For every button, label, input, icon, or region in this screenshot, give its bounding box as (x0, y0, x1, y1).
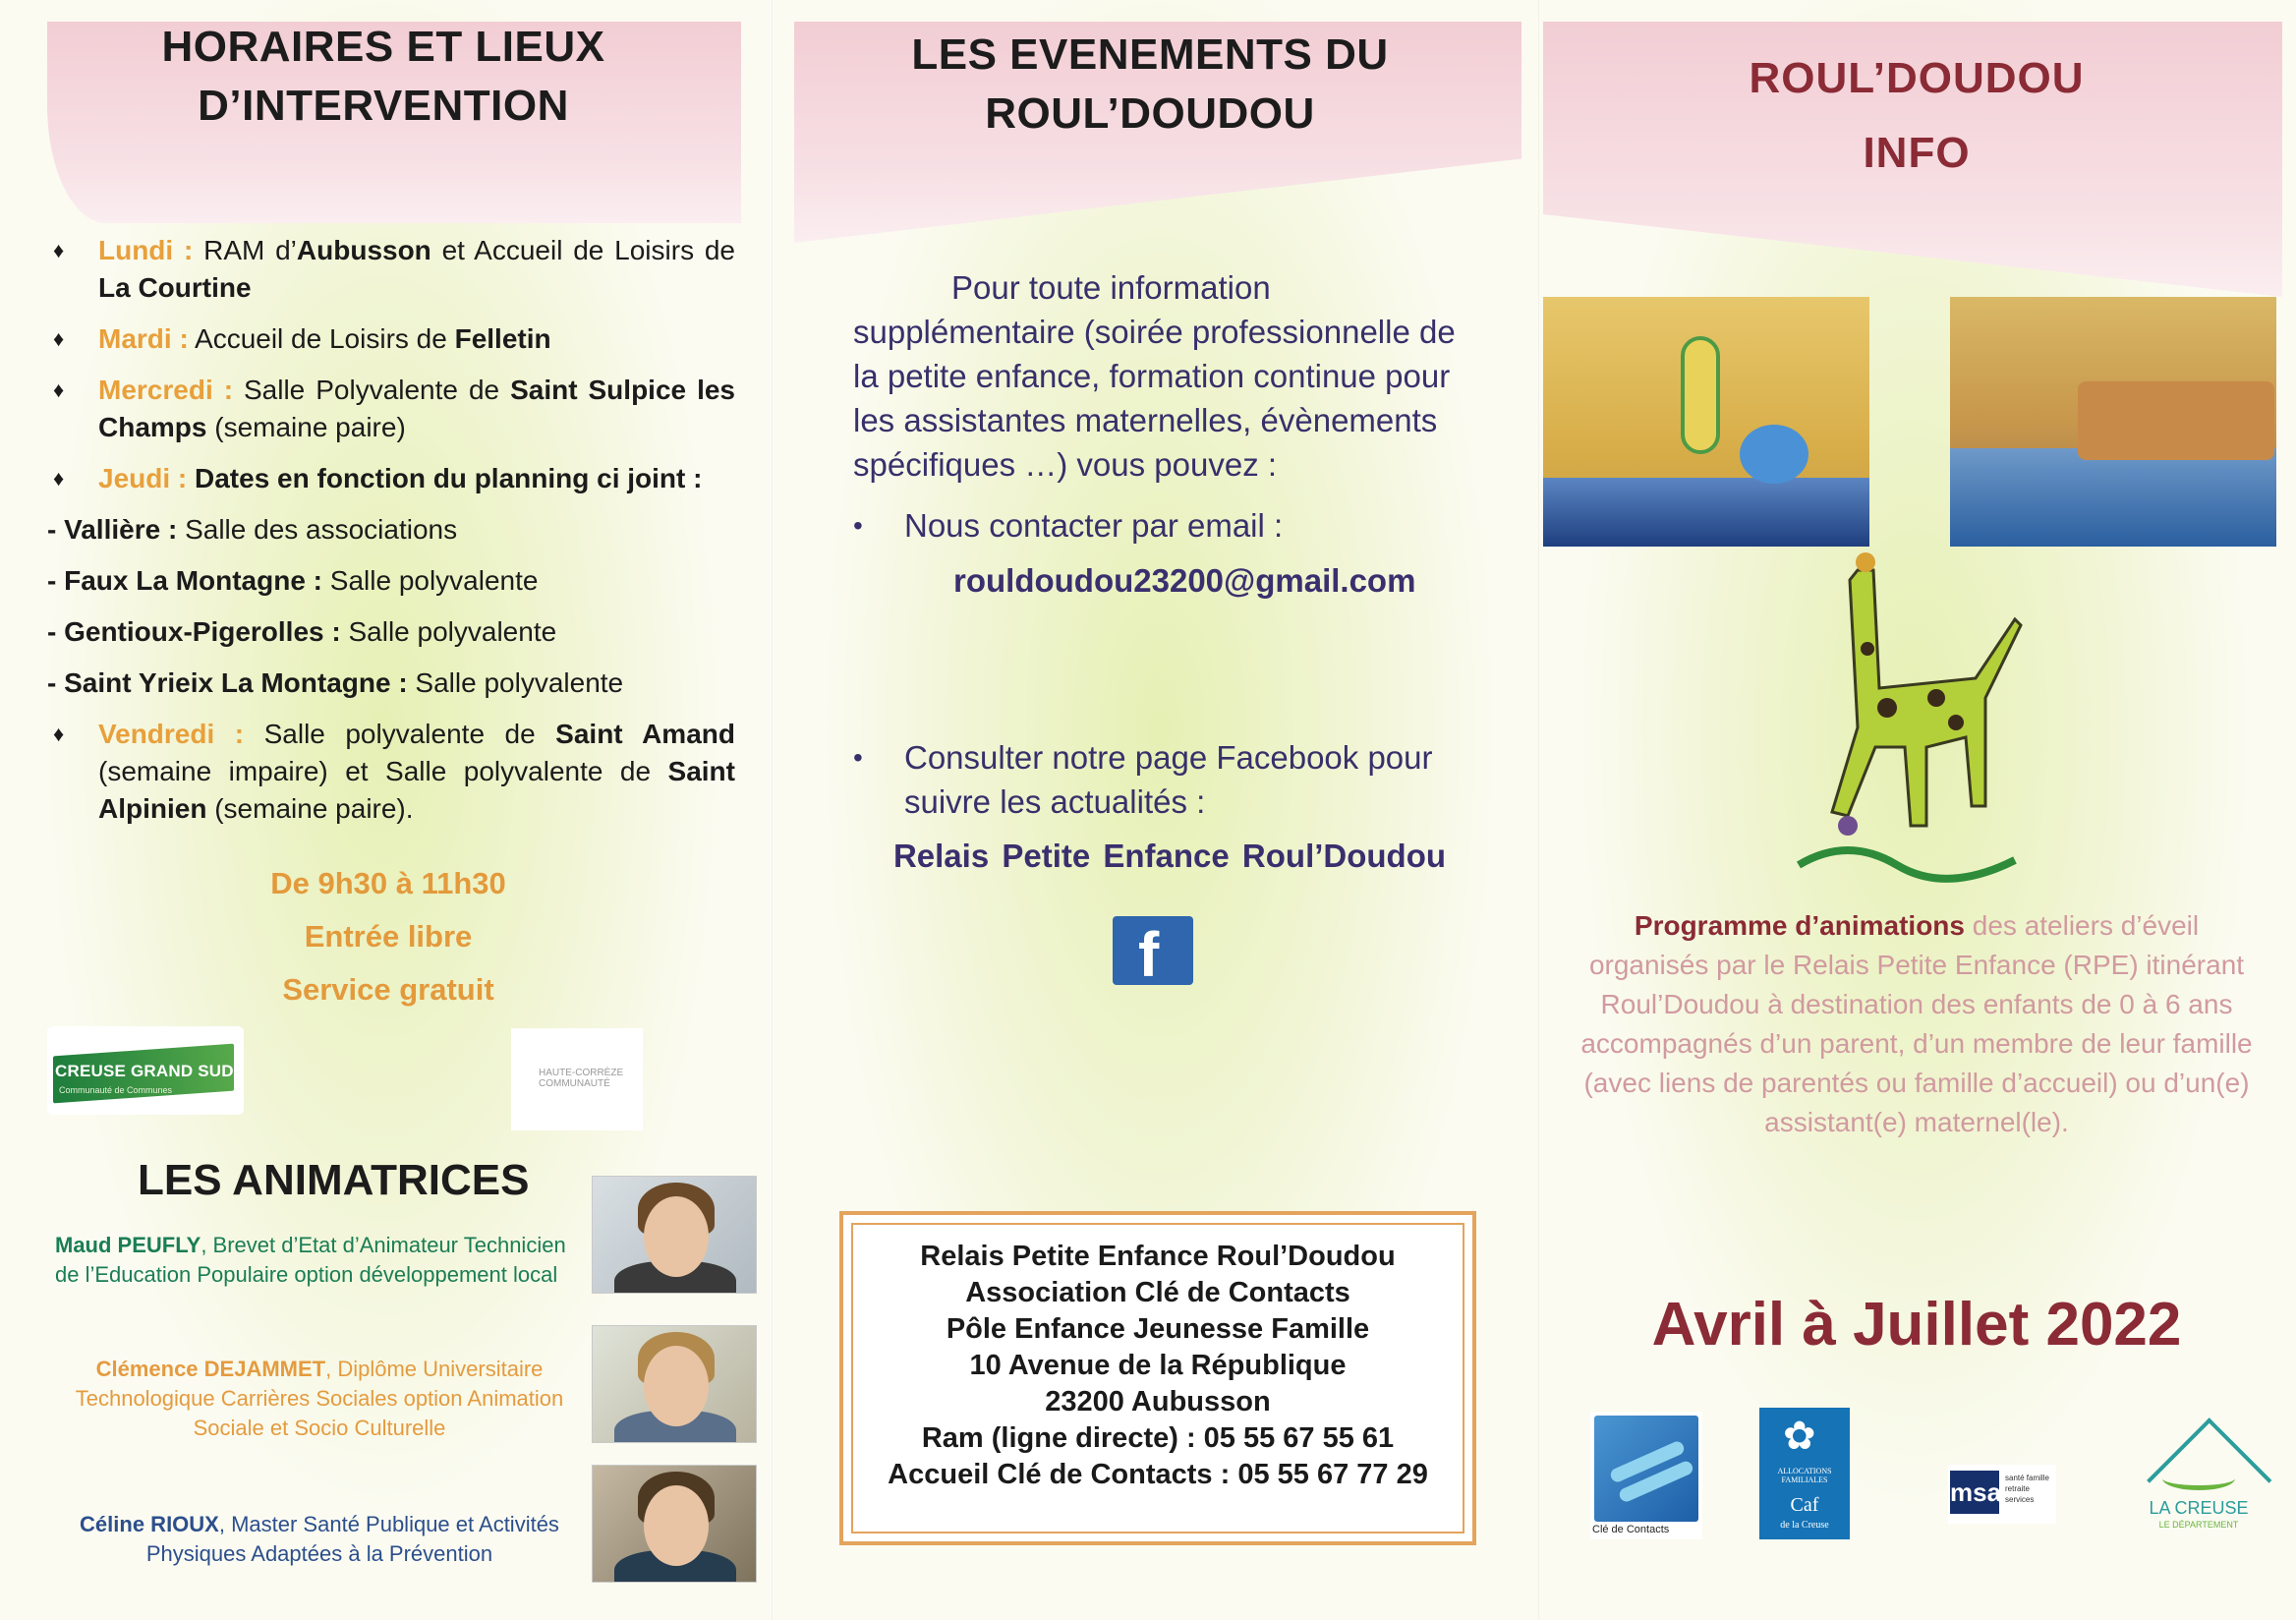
address-line: Pôle Enfance Jeunesse Famille (946, 1313, 1370, 1345)
schedule-list (47, 232, 735, 841)
program-dates: Avril à Juillet 2022 (1651, 1291, 2182, 1359)
playroom-photo (1950, 297, 2276, 547)
panel-events (776, 0, 1543, 1620)
panel-cover (1533, 0, 2296, 1620)
fold-line (1538, 0, 1539, 1620)
animatrice-photo (592, 1176, 757, 1294)
animatrice-entry: Céline RIOUX, Master Santé Publique et Activités Physiques Adaptées à la Prévention (80, 1512, 559, 1566)
address-box (839, 1211, 1476, 1545)
facebook-icon[interactable]: f (1113, 916, 1193, 985)
schedule-wednesday: ♦ Mercredi : Salle Polyvalente de Saint Sulpice les Champs (semaine paire) (47, 372, 735, 446)
schedule-tuesday: ♦ Mardi : Accueil de Loisirs de Felletin (47, 320, 735, 358)
giraffe-drawing-icon (1789, 541, 2025, 895)
animatrice-entry: Maud PEUFLY, Brevet d’Etat d’Animateur Technicien de l’Education Populaire option développement local (55, 1233, 566, 1287)
animatrices-title: LES ANIMATRICES (138, 1156, 530, 1204)
facebook-page-name[interactable]: Relais Petite Enfance Roul’Doudou (892, 838, 1447, 874)
schedule-place: - Faux La Montagne : Salle polyvalente (47, 565, 539, 596)
service-text: Service gratuit (282, 972, 494, 1007)
contact-email-label: • Nous contacter par email : (853, 503, 1482, 548)
schedule-place: - Gentioux-Pigerolles : Salle polyvalente (47, 616, 557, 647)
entry-text: Entrée libre (304, 919, 473, 954)
animatrice-photo (592, 1465, 757, 1583)
caf-logo: ✿ ALLOCATIONS FAMILIALES Caf de la Creuse (1759, 1408, 1850, 1539)
schedule-place: - Vallière : Salle des associations (47, 514, 458, 545)
address-line: Relais Petite Enfance Roul’Doudou (920, 1241, 1396, 1272)
haute-correze-logo: HAUTE-CORRÈZE COMMUNAUTÉ (511, 1028, 643, 1130)
schedule-thursday: ♦ Jeudi : Dates en fonction du planning ci joint : (47, 460, 735, 497)
animatrice-entry: Clémence DEJAMMET, Diplôme Universitaire Technologique Carrières Sociales option Animation Sociale et Socio Culturelle (75, 1357, 564, 1440)
la-creuse-logo: LA CREUSE LE DÉPARTEMENT (2143, 1406, 2255, 1537)
facebook-label: • Consulter notre page Facebook pour suivre les actualités : (853, 735, 1482, 824)
schedule-title: HORAIRES ET LIEUX D’INTERVENTION (161, 23, 605, 130)
creuse-grand-sud-logo: CREUSE GRAND SUD Communauté de Communes (47, 1026, 244, 1115)
panel-schedule (0, 0, 767, 1620)
fold-line (772, 0, 773, 1620)
schedule-friday: ♦ Vendredi : Salle polyvalente de Saint Amand (semaine impaire) et Salle polyvalente de Saint Alpinien (semaine paire). (47, 716, 735, 828)
cover-title: ROUL’DOUDOU INFO (1749, 54, 2085, 177)
address-line: Association Clé de Contacts (965, 1277, 1350, 1308)
schedule-info (88, 857, 688, 1016)
program-description: Programme d’animations des ateliers d’éveil organisés par le Relais Petite Enfance (RPE) itinérant Roul’Doudou à destination des enfants de 0 à 6 ans accompagnés d’un parent, d’un membre de leur famille (avec liens de parentés ou famille d’accueil) ou d’un(e) assistant(e) maternel(le). (1580, 910, 2253, 1137)
phone-line: Accueil Clé de Contacts : 05 55 67 77 29 (888, 1459, 1428, 1490)
playroom-photo (1543, 297, 1869, 547)
events-intro: Pour toute information supplémentaire (soirée professionnelle de la petite enfance, formation continue pour les assistantes maternelles, évènements spécifiques …) vous pouvez : (853, 269, 1456, 483)
address-line: 10 Avenue de la République (969, 1350, 1347, 1381)
phone-line: Ram (ligne directe) : 05 55 67 55 61 (921, 1422, 1395, 1454)
address-line: 23200 Aubusson (1045, 1386, 1271, 1418)
contact-email-link[interactable]: rouldoudou23200@gmail.com (953, 562, 1416, 599)
schedule-place: - Saint Yrieix La Montagne : Salle polyvalente (47, 667, 624, 698)
cle-de-contacts-logo: Clé de Contacts (1590, 1412, 1702, 1539)
events-title: LES EVENEMENTS DU ROUL’DOUDOU (911, 30, 1389, 138)
hours-text: De 9h30 à 11h30 (270, 866, 506, 900)
schedule-monday: ♦ Lundi : RAM d’Aubusson et Accueil de Loisirs de La Courtine (47, 232, 735, 307)
animatrice-photo (592, 1325, 757, 1443)
msa-logo: msa santé famille retraite services (1948, 1465, 2056, 1524)
